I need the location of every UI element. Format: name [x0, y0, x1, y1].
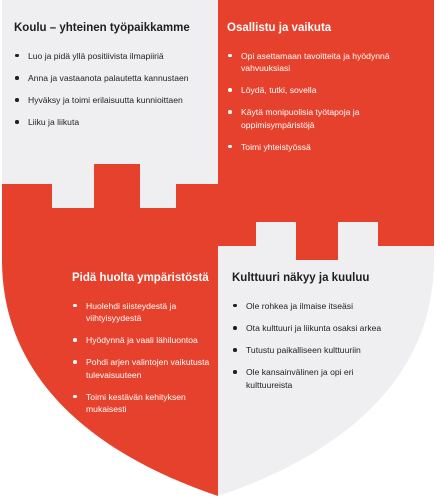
list-item: Anna ja vastaanota palautetta kannustaen [14, 72, 214, 84]
list-item: Ole rohkea ja ilmaise itseäsi [232, 300, 382, 312]
list-item: Hyväksy ja toimi erilaisuutta kunnioittaen [14, 94, 214, 106]
list-item: Liiku ja liikuta [14, 116, 214, 128]
quadrant-title: Kulttuuri näkyy ja kuuluu [232, 272, 370, 284]
list-item: Ota kulttuuri ja liikunta osaksi arkea [232, 322, 382, 334]
quadrant-culture [232, 272, 382, 401]
quadrant-environment [72, 272, 212, 425]
list-item: Toimi yhteistyössä [227, 141, 427, 153]
bullet-list [232, 300, 382, 391]
list-item: Opi asettamaan tavoitteita ja hyödynnä vahvuuksiasi [227, 50, 427, 74]
bullet-list [72, 300, 212, 415]
quadrant-participate [227, 22, 427, 163]
quadrant-title: Pidä huolta ympäristöstä [72, 272, 209, 284]
list-item: Luo ja pidä yllä positiivista ilmapiiriä [14, 50, 214, 62]
list-item: Tutustu paikalliseen kulttuuriin [232, 344, 382, 356]
list-item: Ole kansainvälinen ja opi eri kulttuureista [232, 366, 382, 390]
quadrant-title: Osallistu ja vaikuta [227, 22, 332, 34]
list-item: Hyödynnä ja vaali lähiluontoa [72, 334, 212, 346]
bullet-list [14, 50, 214, 129]
list-item: Huolehdi siisteydestä ja viihtyisyydestä [72, 300, 212, 324]
list-item: Käytä monipuolisia työtapoja ja oppimisympäristöjä [227, 106, 427, 130]
bullet-list [227, 50, 427, 153]
quadrant-school-workplace [14, 22, 214, 139]
quadrant-title: Koulu – yhteinen työpaikkamme [14, 22, 190, 34]
list-item: Löydä, tutki, sovella [227, 84, 427, 96]
list-item: Pohdi arjen valintojen vaikutusta tulevaisuuteen [72, 356, 212, 380]
list-item: Toimi kestävän kehityksen mukaisesti [72, 391, 212, 415]
